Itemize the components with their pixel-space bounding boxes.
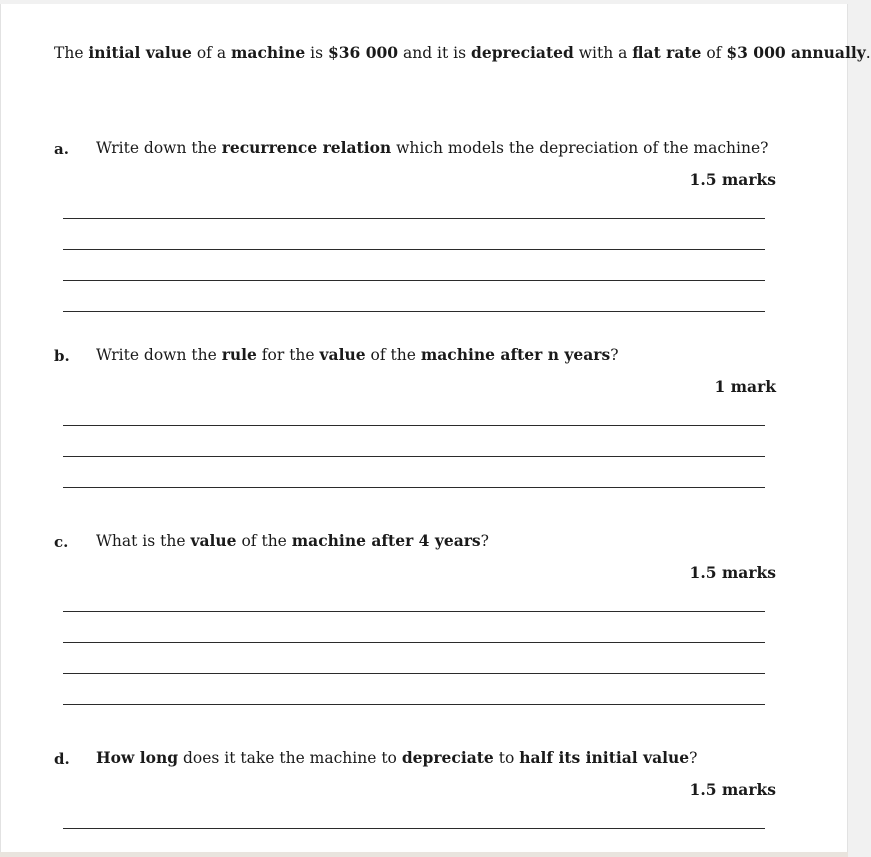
answer-line-c2[interactable] bbox=[63, 642, 765, 643]
answer-line-a4[interactable] bbox=[63, 311, 765, 312]
question-d-marks: 1.5 marks bbox=[689, 780, 776, 799]
question-b-label: b. bbox=[54, 347, 70, 365]
question-c-text: What is the value of the machine after 4 years? bbox=[96, 531, 489, 550]
question-b-marks: 1 mark bbox=[714, 377, 776, 396]
answer-line-b3[interactable] bbox=[63, 487, 765, 488]
answer-line-c4[interactable] bbox=[63, 704, 765, 705]
question-c-marks: 1.5 marks bbox=[689, 563, 776, 582]
question-a-marks: 1.5 marks bbox=[689, 170, 776, 189]
answer-line-a1[interactable] bbox=[63, 218, 765, 219]
question-d-label: d. bbox=[54, 750, 70, 768]
answer-line-d1[interactable] bbox=[63, 828, 765, 829]
question-a-text: Write down the recurrence relation which models the depreciation of the machine? bbox=[96, 138, 769, 157]
answer-line-a2[interactable] bbox=[63, 249, 765, 250]
answer-line-a3[interactable] bbox=[63, 280, 765, 281]
question-d-text: How long does it take the machine to depreciate to half its initial value? bbox=[96, 748, 698, 767]
answer-line-b1[interactable] bbox=[63, 425, 765, 426]
page-bottom-edge bbox=[0, 852, 848, 857]
intro-sentence: The initial value of a machine is $36 000 and it is depreciated with a flat rate of $3 000 annually. bbox=[54, 43, 871, 62]
question-a-label: a. bbox=[54, 140, 69, 158]
answer-line-c3[interactable] bbox=[63, 673, 765, 674]
answer-line-b2[interactable] bbox=[63, 456, 765, 457]
worksheet-page bbox=[0, 4, 848, 852]
question-b-text: Write down the rule for the value of the machine after n years? bbox=[96, 345, 619, 364]
question-c-label: c. bbox=[54, 533, 69, 551]
answer-line-c1[interactable] bbox=[63, 611, 765, 612]
